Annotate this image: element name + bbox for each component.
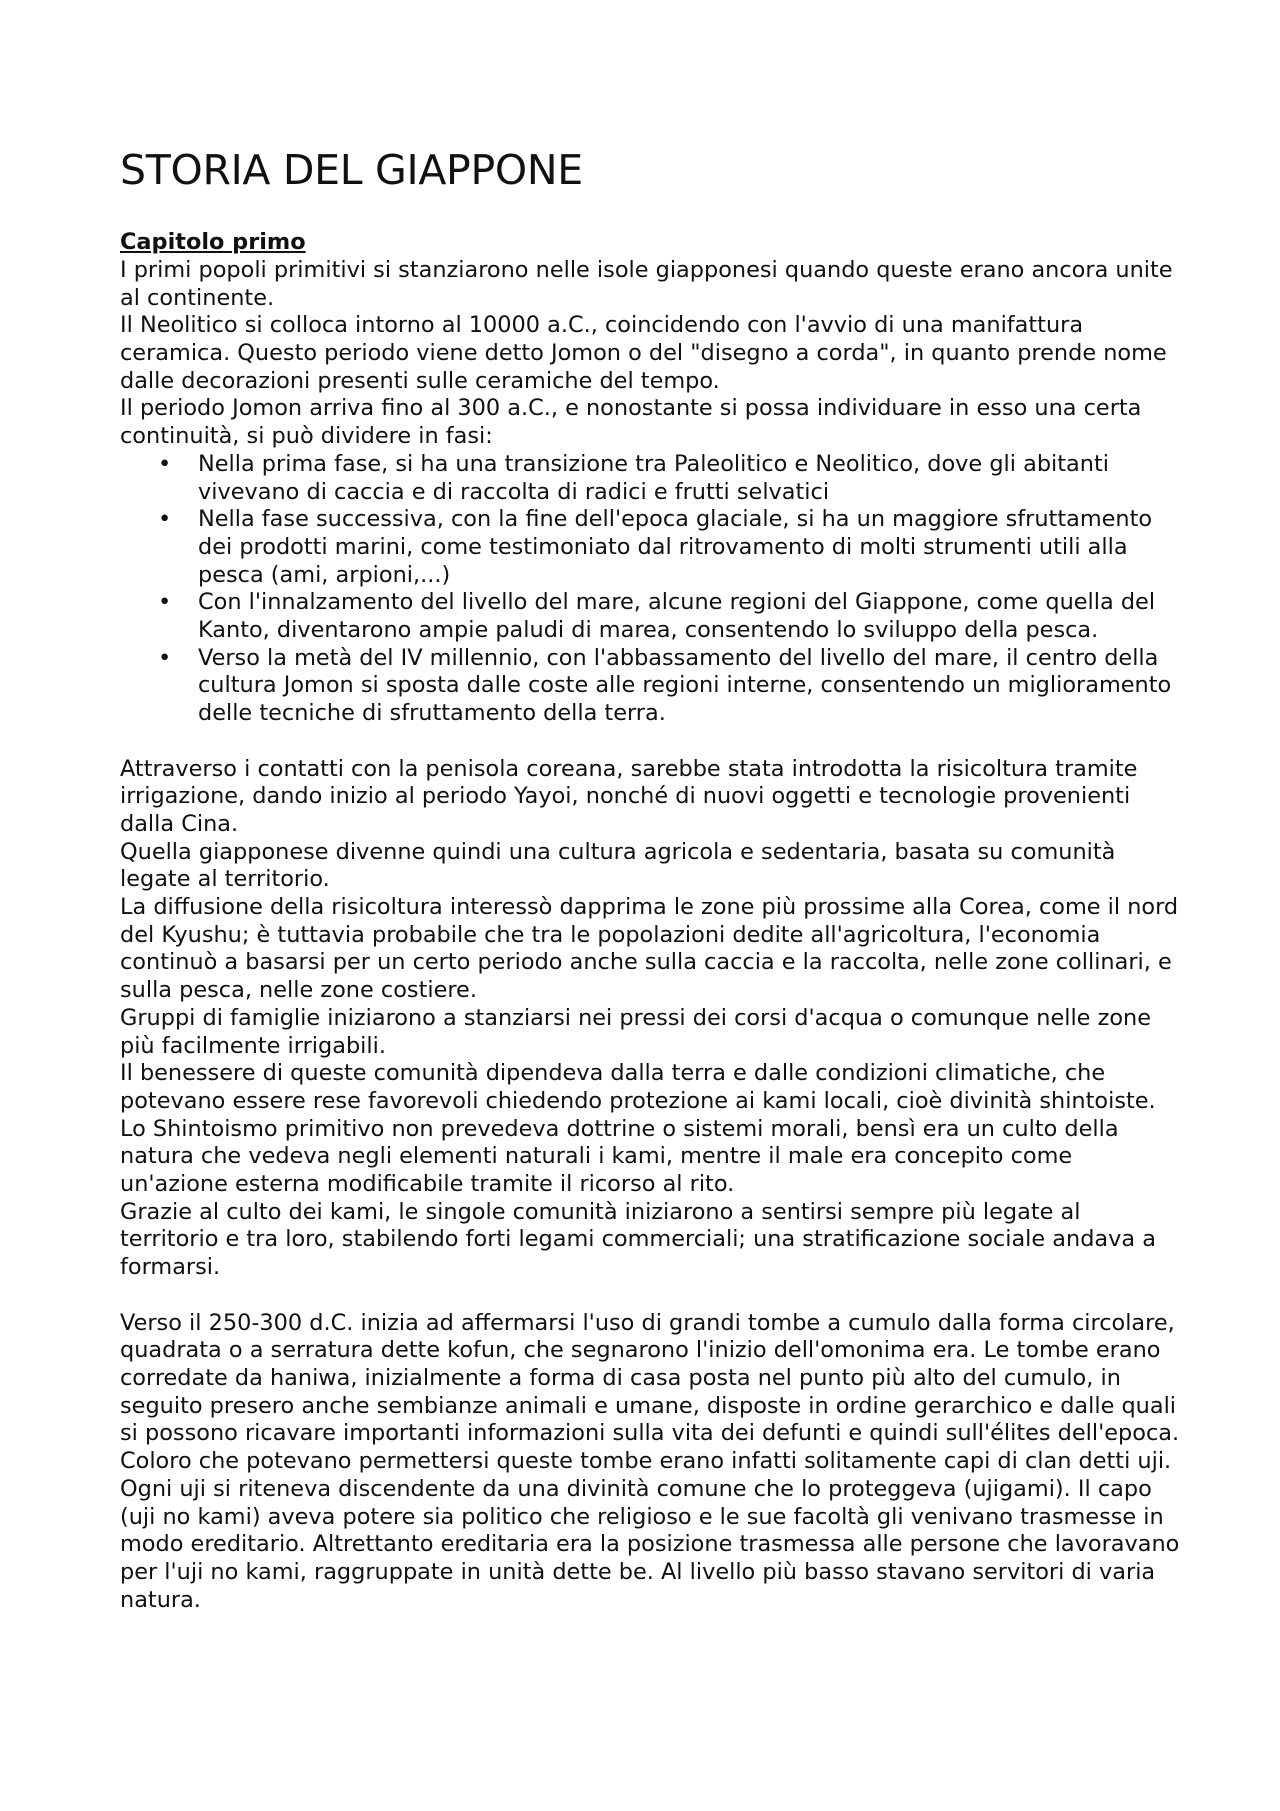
paragraph: Grazie al culto dei kami, le singole comunità iniziarono a sentirsi sempre più legate al territorio e tra loro, stabilendo forti legami commerciali; una stratificazione sociale andava a formarsi.	[120, 1198, 1156, 1281]
bullet-icon: •	[158, 644, 172, 671]
document-title: STORIA DEL GIAPPONE	[120, 146, 583, 194]
bullet-icon: •	[158, 506, 172, 533]
bullet-icon: •	[158, 589, 172, 616]
list-item	[158, 450, 1180, 506]
paragraph: Quella giapponese divenne quindi una cultura agricola e sedentaria, basata su comunità legate al territorio.	[120, 838, 1116, 893]
document-body	[120, 229, 1180, 1614]
list-item	[158, 589, 1180, 644]
list-item-text: Nella fase successiva, con la fine dell'epoca glaciale, si ha un maggiore sfruttamento dei prodotti marini, come testimoniato dal ritrovamento di molti strumenti utili alla pesca (ami, arpioni,...)	[198, 506, 1153, 588]
paragraph: Attraverso i contatti con la penisola coreana, sarebbe stata introdotta la risicoltura tramite irrigazione, dando inizio al periodo Yayoi, nonché di nuovi oggetti e tecnologie provenienti dalla Cina.	[120, 755, 1138, 837]
paragraph: Il Neolitico si colloca intorno al 10000 a.C., coincidendo con l'avvio di una manifattura ceramica. Questo periodo viene detto Jomon o del "disegno a corda", in quanto prende nome dalle decorazioni presenti sulle ceramiche del tempo.	[120, 312, 1167, 394]
list-item	[158, 506, 1180, 589]
paragraph: I primi popoli primitivi si stanziarono nelle isole giapponesi quando queste erano ancora unite al continente.	[120, 256, 1173, 311]
paragraph: La diffusione della risicoltura interessò dapprima le zone più prossime alla Corea, come il nord del Kyushu; è tuttavia probabile che tra le popolazioni dedite all'agricoltura, l'economia continuò a basarsi per un certo periodo anche sulla caccia e la raccolta, nelle zone collinari, e sulla pesca, nelle zone costiere.	[120, 894, 1179, 1004]
chapter-heading: Capitolo primo	[120, 229, 306, 256]
list-item-text: Con l'innalzamento del livello del mare, alcune regioni del Giappone, come quella del Kanto, diventarono ampie paludi di marea, consentendo lo sviluppo della pesca.	[198, 589, 1156, 644]
list-item-text: Verso la metà del IV millennio, con l'abbassamento del livello del mare, il centro della cultura Jomon si sposta dalle coste alle regioni interne, consentendo un miglioramento delle tecniche di sfruttamento della terra.	[198, 644, 1172, 727]
paragraph: Gruppi di famiglie iniziarono a stanziarsi nei pressi dei corsi d'acqua o comunque nelle zone più facilmente irrigabili.	[120, 1004, 1151, 1059]
document-page	[120, 146, 1180, 1614]
list-item-text: Nella prima fase, si ha una transizione tra Paleolitico e Neolitico, dove gli abitanti vivevano di caccia e di raccolta di radici e frutti selvatici	[198, 450, 1109, 505]
paragraph: Il periodo Jomon arriva fino al 300 a.C., e nonostante si possa individuare in esso una certa continuità, si può dividere in fasi:	[120, 395, 1142, 450]
list-item	[158, 644, 1180, 728]
paragraph: Il benessere di queste comunità dipendeva dalla terra e dalle condizioni climatiche, che potevano essere rese favorevoli chiedendo protezione ai kami locali, cioè divinità shintoiste. Lo Shintoismo primitivo non prevedeva dottrine o sistemi morali, bensì era un culto della natura che vedeva negli elementi naturali i kami, mentre il male era concepito come un'azione esterna modificabile tramite il ricorso al rito.	[120, 1060, 1156, 1198]
bullet-icon: •	[158, 450, 172, 477]
paragraph-spacer	[120, 728, 1180, 756]
paragraph: Verso il 250-300 d.C. inizia ad affermarsi l'uso di grandi tombe a cumulo dalla forma circolare, quadrata o a serratura dette kofun, che segnarono l'inizio dell'omonima era. Le tombe erano corredate da haniwa, inizialmente a forma di casa posta nel punto più alto del cumulo, in seguito presero anche sembianze animali e umane, disposte in ordine gerarchico e dalle quali si possono ricavare importanti informazioni sulla vita dei defunti e quindi sull'élites dell'epoca. Coloro che potevano permettersi queste tombe erano infatti solitamente capi di clan detti uji. Ogni uji si riteneva discendente da una divinità comune che lo proteggeva (ujigami). Il capo (uji no kami) aveva potere sia politico che religioso e le sue facoltà gli venivano trasmesse in modo ereditario. Altrettanto ereditaria era la posizione trasmessa alle persone che lavoravano per l'uji no kami, raggruppate in unità dette be. Al livello più basso stavano servitori di varia natura.	[120, 1309, 1180, 1613]
phases-list	[120, 451, 1180, 728]
paragraph-spacer	[120, 1282, 1180, 1310]
